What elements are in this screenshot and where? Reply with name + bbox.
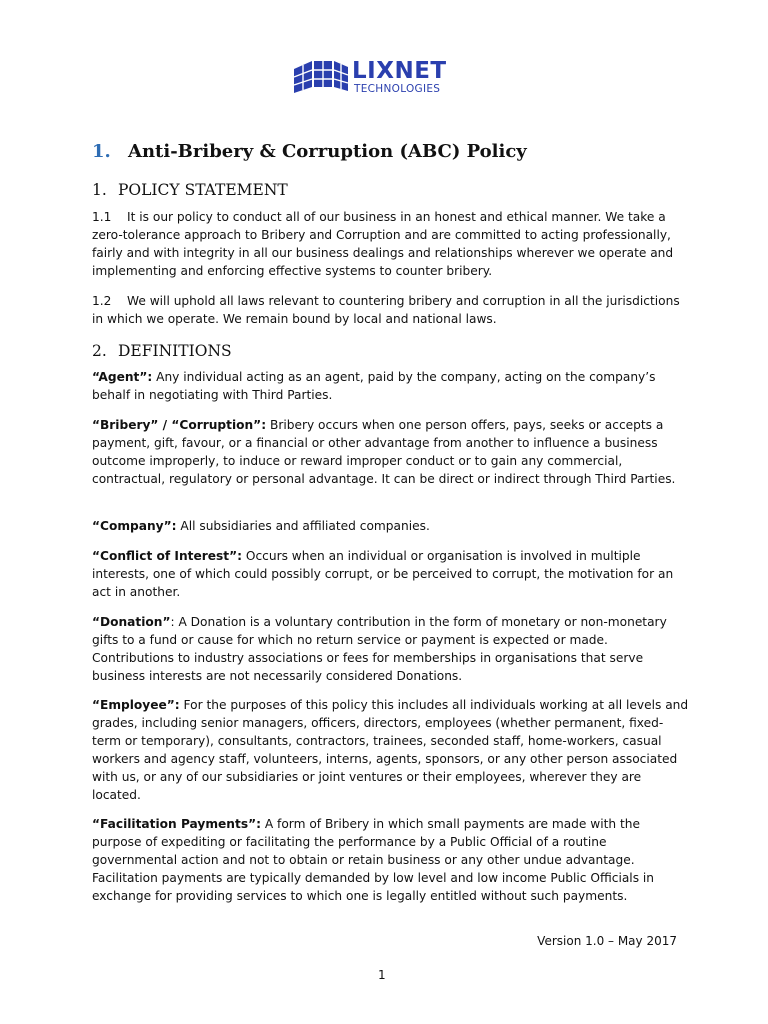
section-number: 1. — [92, 181, 107, 199]
section-heading-policy-statement — [92, 181, 288, 199]
definition-agent — [92, 368, 692, 404]
page-number: 1 — [378, 968, 386, 982]
logo-cube-icon — [292, 57, 350, 97]
definition-employee — [92, 696, 692, 804]
definition-bribery — [92, 416, 692, 488]
definition-term: “Employee”: — [92, 698, 180, 712]
section-heading-definitions — [92, 342, 232, 360]
definition-term: “Agent”: — [92, 370, 153, 384]
paragraph-1-2 — [92, 292, 692, 328]
paragraph-number: 1.2 — [92, 294, 112, 308]
definition-text: Occurs when an individual or organisation is involved in multiple interests, one of which could possibly corrupt, or be perceived to corrupt, the motivation for an act in another. — [92, 549, 674, 599]
definition-text: : A Donation is a voluntary contribution in the form of monetary or non-monetary gifts to a fund or cause for which no return service or payment is expected or made. Contributions to industry associations or fees for memberships in organisations that serve business interests are not necessarily considered Donations. — [92, 615, 667, 683]
title-number: 1. — [92, 141, 111, 162]
paragraph-text: It is our policy to conduct all of our business in an honest and ethical manner. We take a zero-tolerance approach to Bribery and Corruption and are committed to acting professionally, fairly and with integrity in all our business dealings and relationships wherever we operate and implementing and enforcing effective systems to counter bribery. — [92, 210, 674, 278]
section-title: DEFINITIONS — [118, 342, 232, 360]
logo-subtitle: TECHNOLOGIES — [354, 83, 441, 95]
paragraph-1-1 — [92, 208, 692, 280]
definition-conflict-of-interest — [92, 547, 692, 601]
company-logo — [292, 57, 482, 99]
definition-text: Bribery occurs when one person offers, pays, seeks or accepts a payment, gift, favour, or a financial or other advantage from another to influence a business outcome improperly, to induce or reward improper conduct or to gain any commercial, contractual, regulatory or personal advantage. It can be direct or indirect through Third Parties. — [92, 418, 676, 486]
definition-donation — [92, 613, 692, 685]
paragraph-number: 1.1 — [92, 210, 112, 224]
title-text: Anti-Bribery & Corruption (ABC) Policy — [128, 141, 527, 162]
definition-term: “Conflict of Interest”: — [92, 549, 242, 563]
definition-term: “Bribery” / “Corruption”: — [92, 418, 267, 432]
version-footer: Version 1.0 – May 2017 — [537, 934, 677, 948]
definition-facilitation-payments — [92, 815, 692, 905]
definition-text: All subsidiaries and affiliated companies. — [176, 519, 430, 533]
document-title — [92, 141, 527, 162]
definition-company — [92, 517, 692, 535]
definition-term: “Donation” — [92, 615, 171, 629]
definition-term: “Company”: — [92, 519, 177, 533]
section-title: POLICY STATEMENT — [118, 181, 288, 199]
paragraph-text: We will uphold all laws relevant to countering bribery and corruption in all the jurisdictions in which we operate. We remain bound by local and national laws. — [92, 294, 680, 326]
definition-term: “Facilitation Payments”: — [92, 817, 261, 831]
definition-text: Any individual acting as an agent, paid by the company, acting on the company’s behalf in negotiating with Third Parties. — [92, 370, 656, 402]
definition-text: For the purposes of this policy this includes all individuals working at all levels and grades, including senior managers, officers, directors, employees (whether permanent, fixed-term or temporary), consultants, contractors, trainees, seconded staff, home-workers, casual workers and agency staff, volunteers, interns, agents, sponsors, or any other person associated with us, or any of our subsidiaries or joint ventures or their employees, wherever they are located. — [92, 698, 689, 802]
definition-text: A form of Bribery in which small payments are made with the purpose of expediting or facilitating the performance by a Public Official of a routine governmental action and not to obtain or retain business or any other undue advantage. Facilitation payments are typically demanded by low level and low income Public Officials in exchange for providing services to which one is legally entitled without such payments. — [92, 817, 655, 903]
section-number: 2. — [92, 342, 107, 360]
logo-wordmark: LIXNET — [352, 58, 447, 84]
